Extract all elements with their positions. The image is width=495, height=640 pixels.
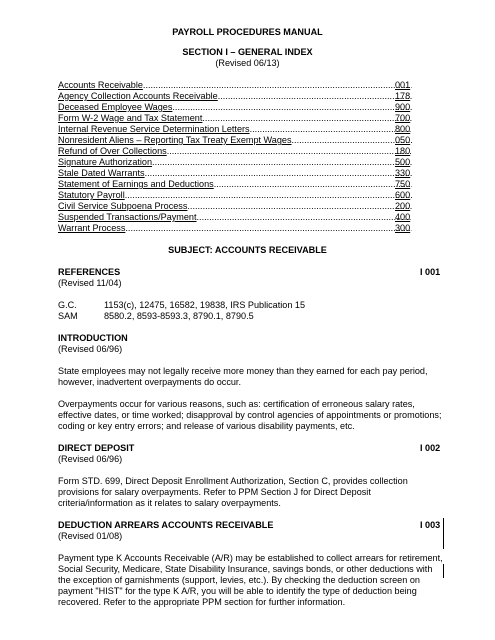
toc-entry[interactable] — [58, 223, 412, 234]
direct-deposit-heading: DIRECT DEPOSIT — [58, 443, 135, 453]
toc-entry[interactable] — [58, 113, 412, 124]
toc-entry-title[interactable]: Warrant Process — [58, 223, 126, 233]
toc-entry-title[interactable]: Suspended Transactions/Payment — [58, 212, 197, 222]
subject-heading: SUBJECT: ACCOUNTS RECEIVABLE — [168, 245, 327, 255]
leader-dots — [143, 80, 412, 91]
toc-entry[interactable] — [58, 212, 412, 223]
toc-entry-title[interactable]: Agency Collection Accounts Receivable — [58, 91, 218, 101]
toc-entry[interactable] — [58, 135, 412, 146]
section-revised: (Revised 06/13) — [215, 58, 280, 68]
gc-value: 1153(c), 12475, 16582, 19838, IRS Publication 15 — [104, 300, 306, 310]
gc-label: G.C. — [58, 300, 77, 310]
toc-entry-number[interactable]: 500 — [395, 157, 411, 167]
toc-entry-number[interactable]: 178 — [395, 91, 411, 101]
toc-entry-title[interactable]: Signature Authorization — [58, 157, 153, 167]
toc-entry[interactable] — [58, 201, 412, 212]
leader-dots — [292, 135, 412, 146]
direct-deposit-revised: (Revised 06/96) — [58, 454, 123, 464]
toc-entry[interactable] — [58, 157, 412, 168]
toc-entry[interactable] — [58, 102, 412, 113]
toc-entry-title[interactable]: Deceased Employee Wages — [58, 102, 173, 112]
leader-dots — [218, 91, 412, 102]
direct-deposit-paragraph: Form STD. 699, Direct Deposit Enrollment Authorization, Section C, provides collection provisions for salary overpayments. Refer to PPM Section J for Direct Deposit criteria/information as it relates to salary overpayments. — [58, 476, 408, 508]
toc-entry-number[interactable]: 180 — [395, 146, 411, 156]
toc-entry-number[interactable]: 400 — [395, 212, 411, 222]
introduction-paragraph-1: State employees may not legally receive more money than they earned for each pay period, however, inadvertent overpayments do occur. — [58, 366, 428, 387]
leader-dots — [197, 212, 412, 223]
toc-entry[interactable] — [58, 91, 412, 102]
toc-entry-number[interactable]: 300 — [395, 223, 411, 233]
deduction-arrears-code: I 003 — [420, 520, 441, 530]
toc-entry[interactable] — [58, 179, 412, 190]
toc-entry-title[interactable]: Internal Revenue Service Determination Letters — [58, 124, 250, 134]
revision-bar — [443, 564, 444, 578]
leader-dots — [187, 201, 412, 212]
toc-entry-number[interactable]: 330 — [395, 168, 411, 178]
deduction-arrears-revised: (Revised 01/08) — [58, 531, 123, 541]
toc-entry-title[interactable]: Nonresident Aliens – Reporting Tax Treaty Exempt Wages — [58, 135, 292, 145]
toc-entry-number[interactable]: 800 — [395, 124, 411, 134]
toc-entry[interactable] — [58, 80, 412, 91]
toc-entry-title[interactable]: Statement of Earnings and Deductions — [58, 179, 214, 189]
toc-entry-title[interactable]: Stale Dated Warrants — [58, 168, 145, 178]
toc-entry-number[interactable]: 900 — [395, 102, 411, 112]
leader-dots — [125, 190, 412, 201]
deduction-arrears-paragraph: Payment type K Accounts Receivable (A/R) may be established to collect arrears for retirement, Social Security, Medicare, State Disability Insurance, savings bonds, or other deductions with the exception of garnishments (support, levies, etc.). By checking the deduction screen on payment "HIST" for the type K A/R, you will be able to identify the type of deduction being recovered. Refer to the appropriate PPM section for further information. — [58, 553, 443, 607]
introduction-revised: (Revised 06/96) — [58, 344, 123, 354]
leader-dots — [125, 223, 412, 234]
toc-entry-number[interactable]: 750 — [395, 179, 411, 189]
sam-label: SAM — [58, 311, 78, 321]
toc-entry-number[interactable]: 700 — [395, 113, 411, 123]
leader-dots — [214, 179, 412, 190]
toc-entry[interactable] — [58, 190, 412, 201]
toc-entry-title[interactable]: Form W-2 Wage and Tax Statement — [58, 113, 203, 123]
toc-entry-title[interactable]: Accounts Receivable — [58, 80, 143, 90]
toc-entry-number[interactable]: 001 — [395, 80, 411, 90]
references-code: I 001 — [420, 267, 441, 277]
toc-entry[interactable] — [58, 146, 412, 157]
toc-entry-number[interactable]: 600 — [395, 190, 411, 200]
toc-entry-title[interactable]: Civil Service Subpoena Process — [58, 201, 188, 211]
deduction-arrears-heading: DEDUCTION ARREARS ACCOUNTS RECEIVABLE — [58, 520, 274, 530]
manual-title: PAYROLL PROCEDURES MANUAL — [172, 27, 323, 37]
revision-bar — [443, 518, 444, 549]
references-revised: (Revised 11/04) — [58, 278, 122, 288]
toc-entry-number[interactable]: 050 — [395, 135, 411, 145]
references-heading: REFERENCES — [58, 267, 121, 277]
toc-entry[interactable] — [58, 168, 412, 179]
toc-entry-number[interactable]: 200 — [395, 201, 411, 211]
section-title: SECTION I – GENERAL INDEX — [182, 47, 313, 57]
leader-dots — [172, 102, 412, 113]
toc-entry-title[interactable]: Refund of Over Collections — [58, 146, 167, 156]
introduction-paragraph-2: Overpayments occur for various reasons, such as: certification of erroneous salary rates, effective dates, or time worked; disapproval by control agencies of appointments or promotions; coding or key entry errors; and release of various disability payments, etc. — [58, 399, 442, 431]
toc-entry-title[interactable]: Statutory Payroll — [58, 190, 125, 200]
direct-deposit-code: I 002 — [420, 443, 441, 453]
leader-dots — [202, 113, 412, 124]
leader-dots — [145, 168, 412, 179]
leader-dots — [152, 157, 412, 168]
sam-value: 8580.2, 8593-8593.3, 8790.1, 8790.5 — [104, 311, 254, 321]
leader-dots — [250, 124, 412, 135]
introduction-heading: INTRODUCTION — [58, 333, 128, 343]
leader-dots — [167, 146, 412, 157]
toc-entry[interactable] — [58, 124, 412, 135]
